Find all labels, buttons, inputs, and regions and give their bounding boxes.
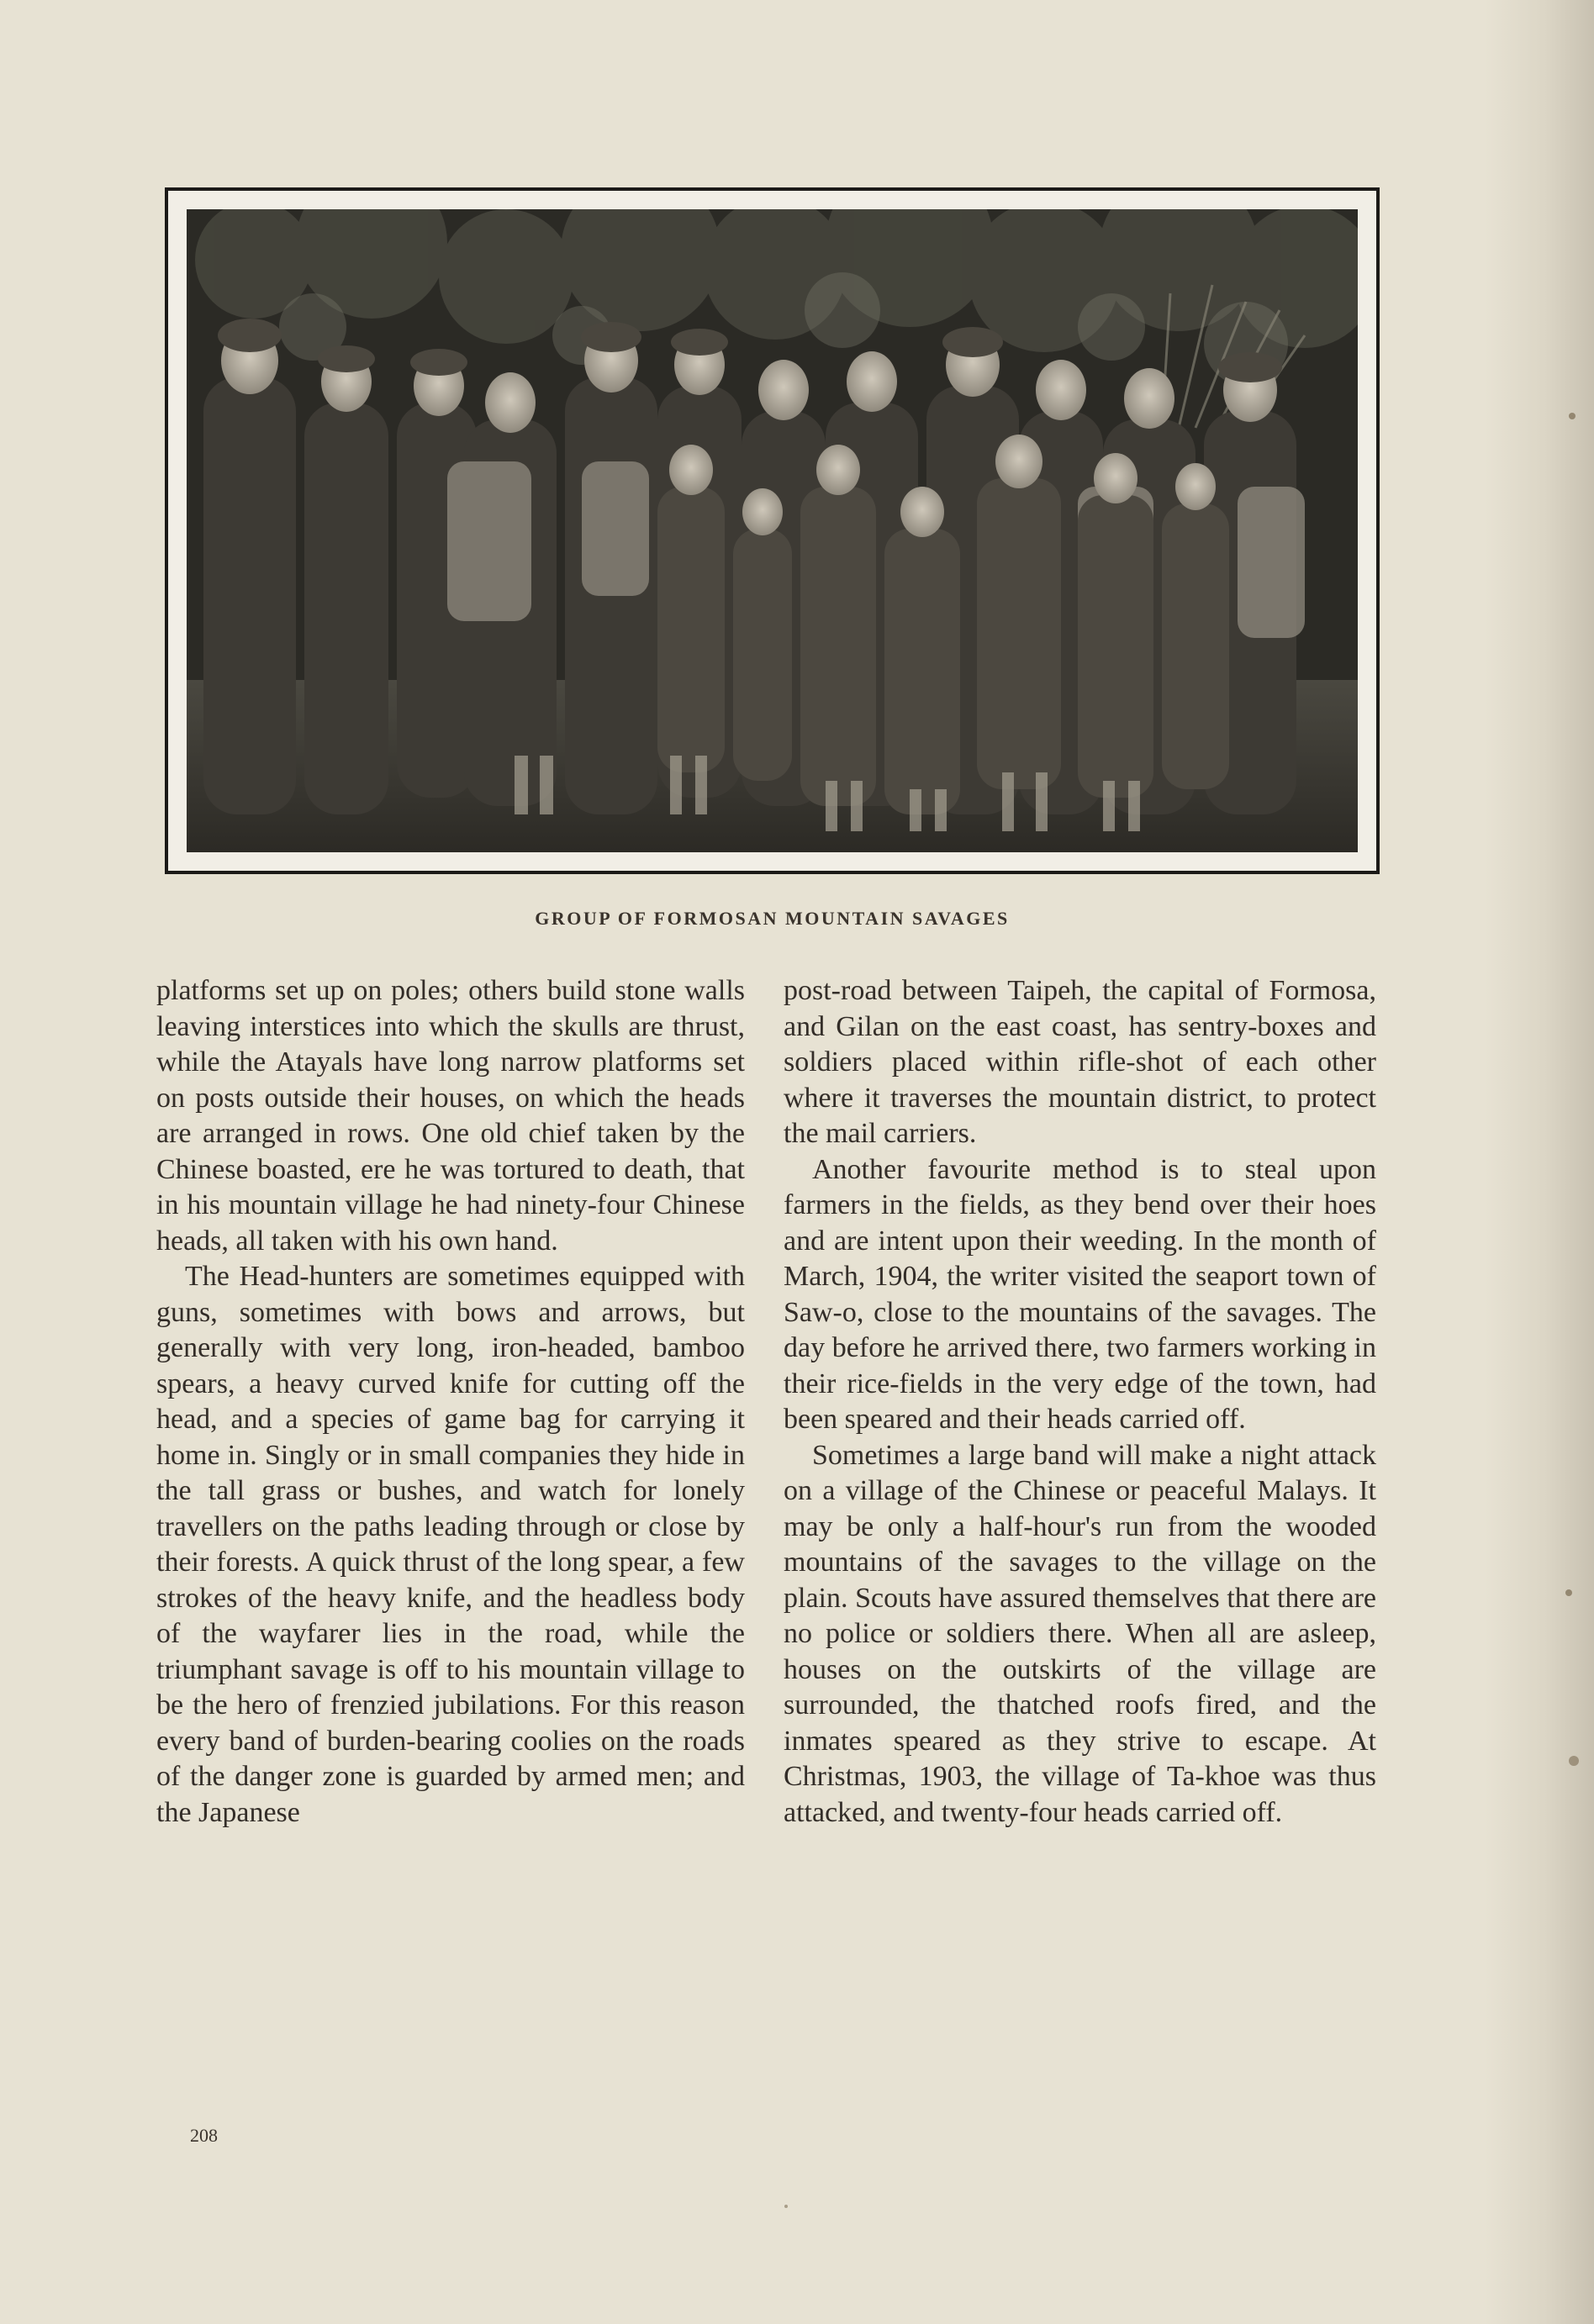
paragraph: Another favourite method is to steal upon farmers in the fields, as they bend over their hoes and are intent upon their weeding. In the month of March, 1904, the writer visited the seaport town of Saw-o, close to the mountains of the savages. The day before he arrived there, two farmers working in their rice-fields in the very edge of the town, had been speared and their heads carried off. bbox=[784, 1153, 1376, 1435]
text-column-left bbox=[156, 973, 745, 1831]
photograph-group bbox=[187, 209, 1358, 852]
page-edge-shadow bbox=[1485, 0, 1594, 2324]
paragraph: post-road between Taipeh, the capital of Formosa, and Gilan on the east coast, has sentry-boxes and soldiers placed within rifle-shot of each other where it traverses the mountain district, to protect the mail carriers. bbox=[784, 975, 1376, 1149]
text-column-right bbox=[784, 973, 1376, 1831]
page-number: 208 bbox=[190, 2125, 218, 2146]
paragraph: Sometimes a large band will make a night attack on a village of the Chinese or peaceful Malays. It may be only a half-hour's run from the wooded mountains of the savages to the village on the plain. Scouts have assured themselves that there are no police or soldiers there. When all are asleep, houses on the outskirts of the village are surrounded, the thatched roofs fired, and the inmates speared as they strive to escape. At Christmas, 1903, the village of Ta-khoe was thus attacked, and twenty-four heads carried off. bbox=[784, 1439, 1376, 1828]
paragraph: platforms set up on poles; others build stone walls leaving interstices into which the skulls are thrust, while the Atayals have long narrow platforms set on posts outside their houses, on which the heads are arranged in rows. One old chief taken by the Chinese boasted, ere he was tortured to death, that in his mountain village he had ninety-four Chinese heads, all taken with his own hand. bbox=[156, 975, 745, 1257]
photograph-illustration bbox=[187, 209, 1358, 852]
photo-caption: GROUP OF FORMOSAN MOUNTAIN SAVAGES bbox=[535, 908, 1010, 929]
paragraph: The Head-hunters are sometimes equipped with guns, sometimes with bows and arrows, but generally with very long, iron-headed, bamboo spears, a heavy curved knife for cutting off the head, and a species of game bag for carrying it home in. Singly or in small companies they hide in the tall grass or bushes, and watch for lonely travellers on the paths leading through or close by their forests. A quick thrust of the long spear, a few strokes of the heavy knife, and the headless body of the wayfarer lies in the road, while the triumphant savage is off to his mountain village to be the hero of frenzied jubilations. For this reason every band of burden-bearing coolies on the roads of the danger zone is guarded by armed men; and the Japanese bbox=[156, 1261, 745, 1828]
photograph-frame bbox=[165, 187, 1380, 874]
